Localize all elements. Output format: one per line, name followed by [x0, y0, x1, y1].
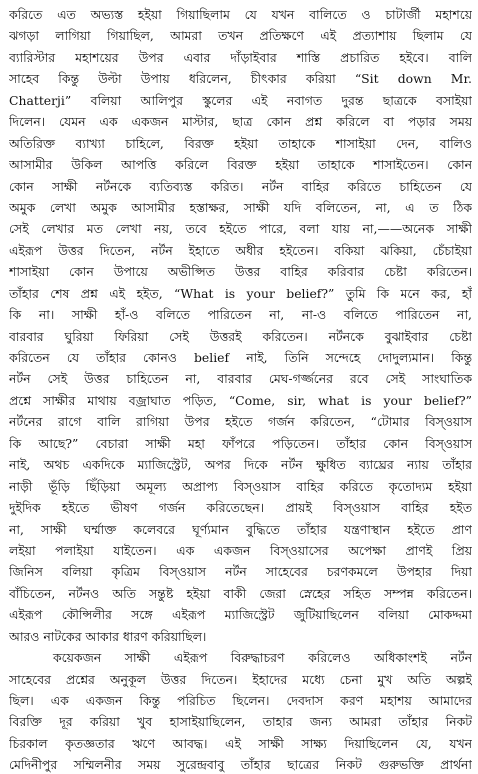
text-line: করিতে এত অভ্যস্ত হইয়া গিয়াছিলাম যে যখন বালিতে ও চাটার্জী মহাশয়ে	[9, 7, 472, 22]
text-line: কি আছে?” বেচারা সাক্ষী মহা ফাঁপরে পড়িতেন। তাঁহার কোন বিস্ওয়াস	[9, 435, 472, 451]
text-line: দুইদিক হইতে ভীষণ গর্জন করিতেছেন। প্রায়ই বিস্ওয়াস বাহির হইত	[9, 500, 472, 516]
text-line: এইরূপ কৌন্সিলীর সঙ্গে এইরূপ ম্যাজিস্ট্রেট জুটিয়াছিলেন বলিয়া মোকদ্দমা	[9, 607, 472, 623]
text-line: ছিল। এক একজন কিন্তু পরিচিত ছিলেন। দেবদাস করণ মহাশয় আমাদের	[9, 693, 472, 708]
text-line: নর্টনের রাগে বালি রাগিয়া উপর হইতে গর্জন করিতেন, “টোমার বিস্ওয়াস	[9, 414, 472, 430]
text-line: মেদিনীপুর সম্মিলনীর সময় সুরেন্দ্রবাবু তাঁহার ছাত্রের নিকট গুরুভক্তি প্রার্থনা	[9, 757, 472, 773]
text-line: নর্টন সেই উত্তর চাহিতেন না, বারবার মেঘ-গর্জ্জনের রবে সেই সাংঘাতিক	[9, 371, 472, 387]
text-line: নাই, অথচ একদিকে ম্যাজিস্ট্রেট, অপর দিকে নর্টন ক্ষুধিত ব্যাঘ্রের ন্যায় তাঁহার	[9, 457, 472, 473]
text-line: কোন সাক্ষী নর্টনকে ব্যতিব্যস্ত করিত। নর্টন বাহির করিতে চাহিতেন যে	[9, 178, 472, 194]
text-line: চিরকাল কৃতজ্ঞতার ঋণে আবদ্ধ। এই সাক্ষী সাক্ষ্য দিয়াছিলেন যে, যখন	[9, 735, 472, 751]
text-line: ব্যারিস্টার মহাশয়ের উপর এবার দাঁড়াইবার শাস্তি প্রচারিত হইবে। বালি	[9, 49, 472, 65]
text-line: ঝগড়া লাগিয়া গিয়াছিল, আমরা তখন প্রতিক্ষণে এই প্রত্যাশায় ছিলাম যে	[9, 28, 472, 44]
text-line: Chatterji” বলিয়া আলিপুর স্কুলের এই নবাগত দুরন্ত ছাত্রকে বসাইয়া	[9, 92, 472, 108]
text-line: না, সাক্ষী ঘর্ম্মাক্ত কলেবরে ঘূর্ণ্যমান বুদ্ধিতে তাঁহার যন্ত্রণাস্থান হইতে প্রাণ	[9, 521, 472, 537]
text-line: বাঁচিতেন, নর্টনও অতি সন্তুষ্ট হইয়া বাকী জেরা স্নেহের সহিত সম্পন্ন করিতেন।	[9, 585, 472, 601]
text-line: অতিরিক্ত ব্যাখ্যা চাহিলে, বিরক্ত হইয়া তাহাকে শাসাইয়া দেন, বালিও	[9, 135, 472, 151]
text-line: প্রশ্নে সাক্ষীর মাথায় বজ্রাঘাত পড়িত, “Come, sir, what is your belief?”	[9, 392, 472, 408]
text-line: বিরক্তি দূর করিয়া খুব হাসাইয়াছিলেন, তাহার জন্য আমরা তাঁহার নিকট	[9, 714, 472, 730]
text-line: শাসাইয়া কোন উপায়ে অভীপ্সিত উত্তর বাহির করিবার চেষ্টা করিতেন।	[9, 264, 472, 280]
paragraph-start-line: কয়েকজন সাক্ষী এইরূপ বিরুদ্ধাচরণ করিলেও অধিকাংশই নর্টন	[53, 650, 472, 666]
text-line: কি না। সাক্ষী হাঁ-ও বলিতে পারিতেন না, না-ও বলিতে পারিতেন না,	[9, 307, 472, 323]
text-line: সাহেবের প্রশ্নের অনুকূল উত্তর দিতেন। ইহাদের মধ্যে চেনা মুখ অতি অল্পই	[9, 671, 472, 687]
text-line: সাহেব কিন্তু উল্টা উপায় ধরিলেন, চীৎকার করিয়া “Sit down Mr.	[9, 71, 472, 87]
text-line: বারবার ঘুরিয়া ফিরিয়া সেই উত্তরই করিতেন। নর্টনকে বুঝাইবার চেষ্টা	[9, 328, 472, 344]
text-line: করিতেন যে তাঁহার কোনও belief নাই, তিনি সন্দেহে দোদুল্যমান। কিন্তু	[9, 350, 472, 365]
text-line: অমুক লেখা অমুক আসামীর হস্তাক্ষর, সাক্ষী যদি বলিতেন, না, এ ত ঠিক	[9, 199, 472, 215]
text-line: আসামীর উকিল আপত্তি করিলে বিরক্ত হইয়া তাহাকে শাসাইতেন। কোন	[9, 157, 472, 173]
text-line: তাঁহার শেষ প্রশ্ন এই হইত, “What is your belief?” তুমি কি মনে কর, হাঁ	[9, 285, 472, 301]
text-line: জিনিস বলিয়া কৃত্রিম বিস্ওয়াস নর্টন সাহেবের চরণকমলে উপহার দিয়া	[9, 564, 472, 580]
text-line: সেই লেখার মত লেখা নয়, তবে হইতে পারে, বলা যায় না,——অনেক সাক্ষী	[9, 221, 472, 237]
text-line: নাড়ী ভূঁড়ি ছিঁড়িয়া অমূল্য অপ্রাপ্য বিস্ওয়াস বাহির করিতে কৃতোদ্যম হইয়া	[9, 478, 472, 494]
text-line: দিলেন। যেমন এক একজন মাস্টার, ছাত্র কোন প্রশ্ন করিলে বা পড়ার সময়	[9, 114, 472, 130]
text-line: এইরূপ উত্তর দিতেন, নর্টন ইহাতে অধীর হইতেন। বকিয়া ঝকিয়া, চেঁচাইয়া	[9, 242, 472, 258]
paragraph-end-line: আরও নাটকের আকার ধারণ করিয়াছিল।	[9, 628, 207, 644]
text-line: লইয়া পলাইয়া যাইতেন। এক একজন বিস্ওয়াসের অপেক্ষা প্রাণই প্রিয়	[9, 542, 472, 558]
